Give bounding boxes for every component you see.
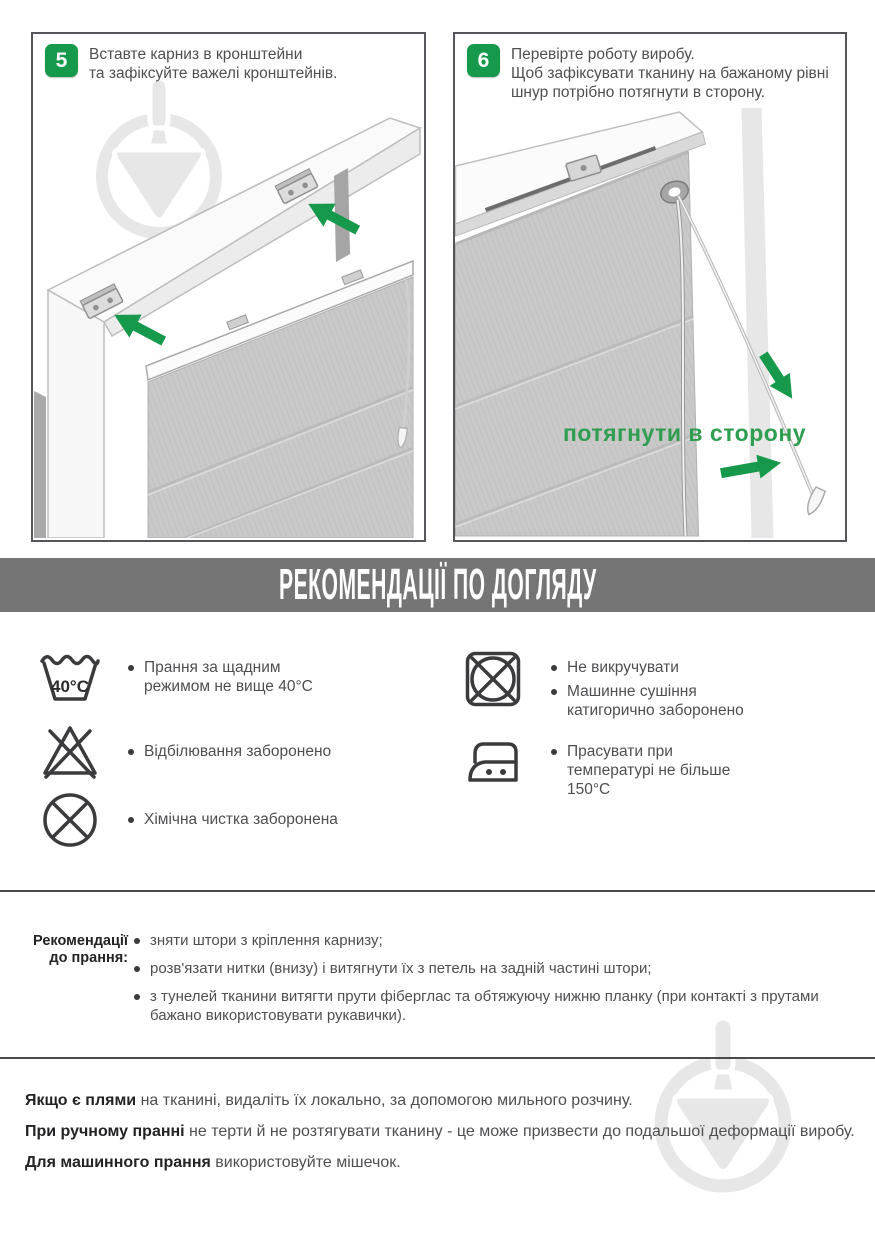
cord-pull-illustration xyxy=(455,104,845,538)
care-row-no-wring xyxy=(461,650,782,720)
divider-line xyxy=(0,890,875,892)
step-5-line-2: та зафіксуйте важелі кронштейнів. xyxy=(89,65,338,82)
wash-40-icon xyxy=(38,650,102,704)
care-section-banner xyxy=(0,558,875,612)
step-6-line-2: Щоб зафіксувати тканину на бажаному рівні xyxy=(511,65,829,82)
step-6-panel xyxy=(453,32,847,542)
washing-label-line-1: Рекомендації xyxy=(33,933,128,949)
no-dry-clean-icon xyxy=(38,791,102,849)
care-row-no-bleach xyxy=(38,722,331,780)
pull-aside-callout: потягнути в сторону xyxy=(563,420,807,446)
washing-item-text: з тунелей тканини витягти прути фіберглас та обтяжуючу нижню планку (при контакті з прутами бажано використовувати рукавички). xyxy=(150,988,819,1024)
care-no-tumble-text: Машинне сушіння катигорично заборонено xyxy=(567,683,744,719)
washing-item-text: зняти штори з кріплення карнизу; xyxy=(150,932,383,949)
care-row-wash xyxy=(38,650,329,704)
care-banner-title: РЕКОМЕНДАЦІЇ ПО ДОГЛЯДУ xyxy=(278,560,597,609)
washing-item-text: розв'язати нитки (внизу) і витягнути їх з петель на задній частині штори; xyxy=(150,960,652,977)
washing-item xyxy=(134,987,860,1025)
footer-note-machine-wash xyxy=(25,1153,863,1173)
washing-recommendations-label xyxy=(18,933,128,967)
no-bleach-icon xyxy=(38,722,102,780)
care-no-bleach-text: Відбілювання заборонено xyxy=(144,743,332,760)
footer-note-rest: не терти й не розтягувати тканину - це може призвести до подальшої деформації виробу. xyxy=(184,1123,855,1140)
footer-note-bold: Якщо є плями xyxy=(25,1092,137,1109)
bullet-dot xyxy=(551,689,557,695)
washing-item xyxy=(134,959,860,978)
wash-temp-label: 40°C xyxy=(51,677,89,696)
step-5-badge: 5 xyxy=(45,44,78,77)
iron-150-icon xyxy=(461,735,525,783)
footer-note-bold: При ручному пранні xyxy=(25,1123,185,1140)
bullet-dot xyxy=(134,994,140,1000)
no-wring-no-tumble-icon xyxy=(461,650,525,708)
washing-item xyxy=(134,931,860,950)
bullet-dot xyxy=(134,938,140,944)
footer-note-bold: Для машинного прання xyxy=(25,1154,211,1171)
footer-note-hand-wash xyxy=(25,1122,863,1142)
divider-line xyxy=(0,1057,875,1059)
bullet-dot xyxy=(134,966,140,972)
care-no-dry-clean-text: Хімічна чистка заборонена xyxy=(144,811,338,828)
care-iron-text: Прасувати при температурі не більше 150°С xyxy=(567,743,731,798)
frame-brackets-illustration xyxy=(33,104,424,538)
bullet-dot xyxy=(128,749,134,755)
bullet-dot xyxy=(128,817,134,823)
step-6-line-1: Перевірте роботу виробу. xyxy=(511,46,695,63)
step-5-panel xyxy=(31,32,426,542)
brand-watermark-icon xyxy=(628,1012,818,1222)
step-5-text xyxy=(89,44,337,83)
bullet-dot xyxy=(128,665,134,671)
care-wash-text: Прання за щадним режимом не вище 40°С xyxy=(144,659,313,695)
step-6-text xyxy=(511,44,829,102)
cord-tassel-icon xyxy=(803,487,825,517)
care-no-wring-text: Не викручувати xyxy=(567,659,679,676)
footer-note-rest: на тканині, видаліть їх локально, за допомогою мильного розчину. xyxy=(136,1092,633,1109)
step-6-badge: 6 xyxy=(467,44,500,77)
footer-note-stains xyxy=(25,1091,863,1111)
care-row-iron xyxy=(461,735,762,799)
washing-recommendations-list xyxy=(134,931,860,1034)
bullet-dot xyxy=(551,665,557,671)
step-5-line-1: Вставте карниз в кронштейни xyxy=(89,46,303,63)
footer-note-rest: використовуйте мішечок. xyxy=(210,1154,401,1171)
care-row-no-dry-clean xyxy=(38,791,338,849)
bullet-dot xyxy=(551,749,557,755)
step-6-line-3: шнур потрібно потягнути в сторону. xyxy=(511,84,766,101)
washing-label-line-2: до прання: xyxy=(49,950,128,966)
